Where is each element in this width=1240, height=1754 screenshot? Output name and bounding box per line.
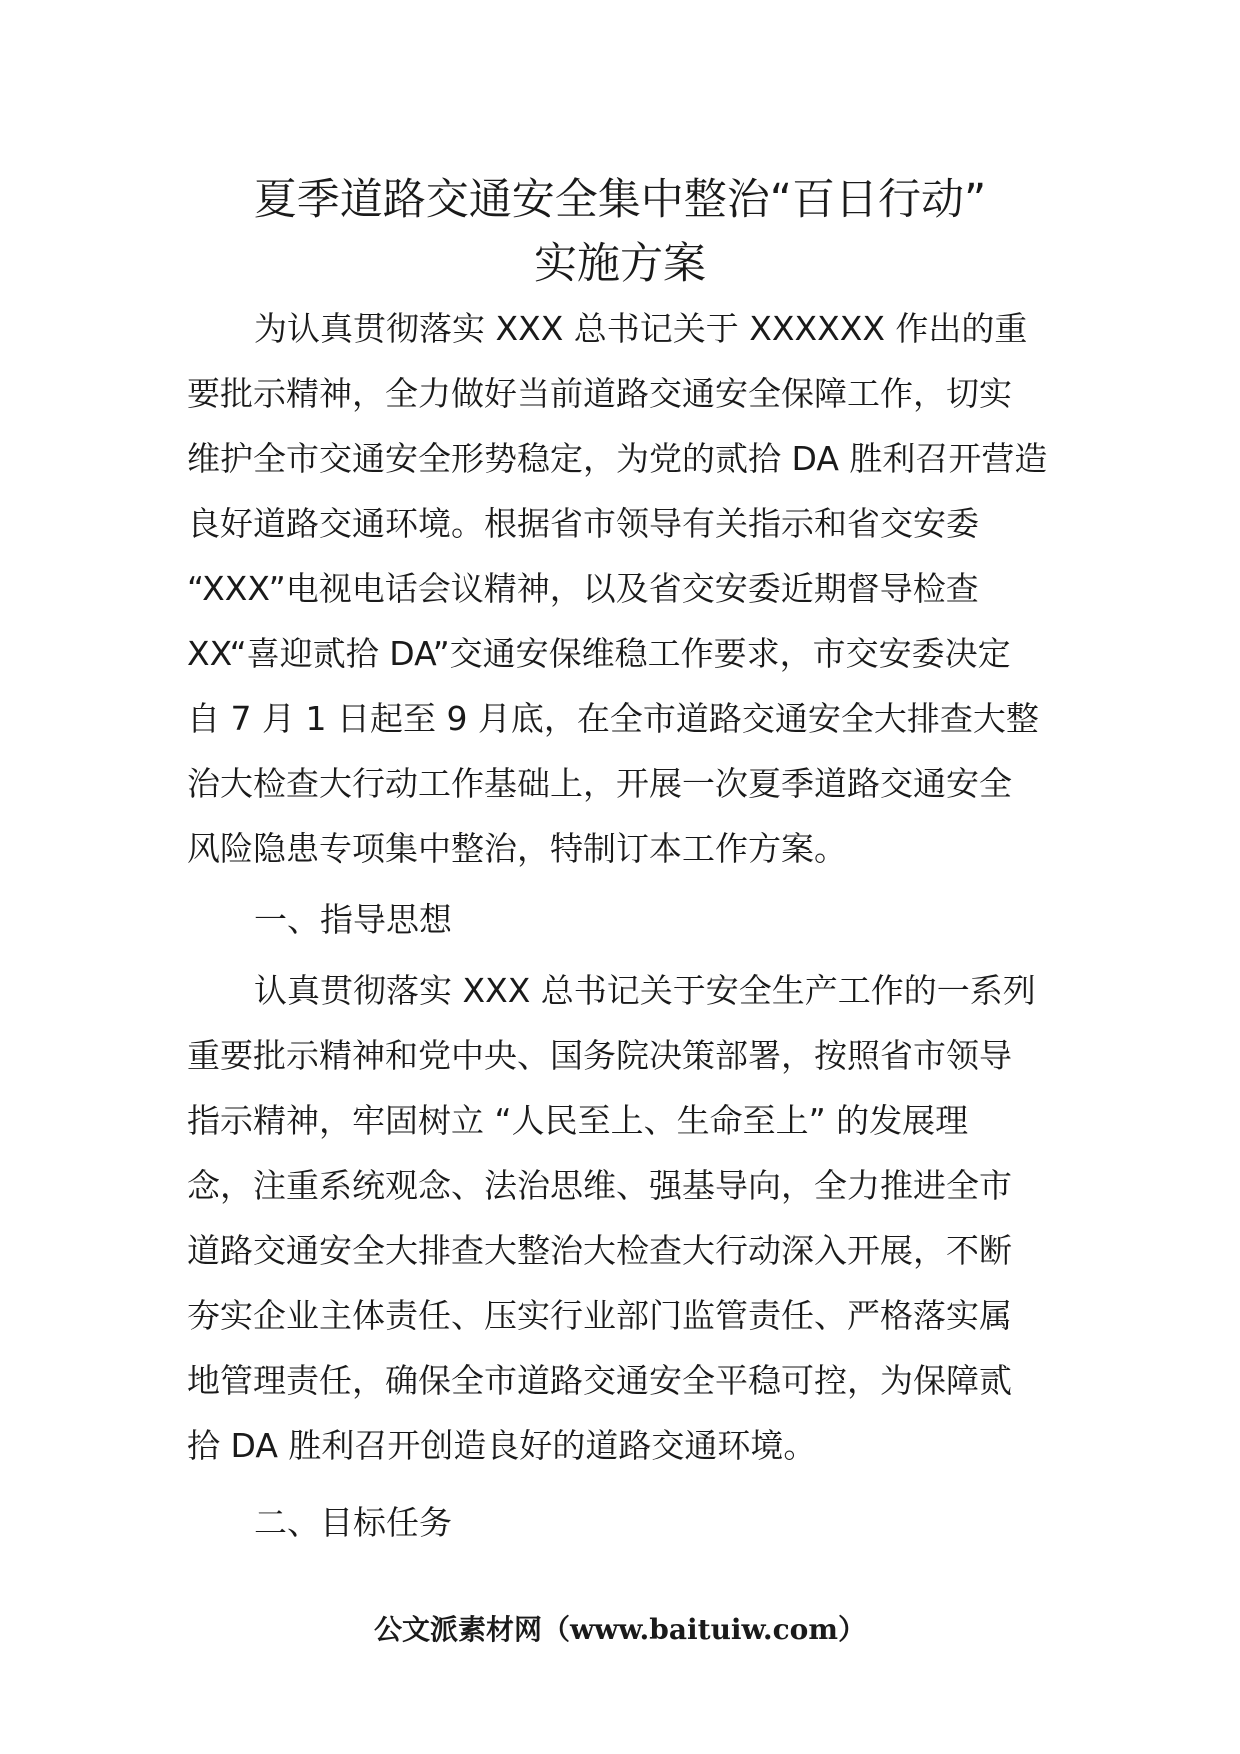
document-body bbox=[187, 296, 1057, 1555]
paragraph-line: 夯实企业主体责任、压实行业部门监管责任、严格落实属 bbox=[187, 1296, 1012, 1335]
footer-watermark-text: 公文派素材网（www.baituiw.com） bbox=[374, 1613, 866, 1646]
paragraph-line: 念，注重系统观念、法治思维、强基导向，全力推进全市 bbox=[187, 1166, 1012, 1205]
paragraph-line: 道路交通安全大排查大整治大检查大行动深入开展，不断 bbox=[187, 1231, 1012, 1270]
paragraph-line: 重要批示精神和党中央、国务院决策部署，按照省市领导 bbox=[187, 1036, 1012, 1075]
intro-paragraph bbox=[187, 296, 1057, 881]
section-heading-goals-tasks: 二、目标任务 bbox=[254, 1503, 452, 1542]
paragraph-line: 指示精神，牢固树立 “人民至上、生命至上” 的发展理 bbox=[187, 1101, 969, 1140]
paragraph-line: 为认真贯彻落实 XXX 总书记关于 XXXXXX 作出的重 bbox=[254, 309, 1028, 348]
paragraph-line: XX“喜迎贰拾 DA”交通安保维稳工作要求，市交安委决定 bbox=[187, 634, 1011, 673]
paragraph-line: 良好道路交通环境。根据省市领导有关指示和省交安委 bbox=[187, 504, 979, 543]
paragraph-line: 认真贯彻落实 XXX 总书记关于安全生产工作的一系列 bbox=[254, 971, 1036, 1010]
document-title-line-2: 实施方案 bbox=[534, 239, 706, 289]
paragraph-line: “XXX”电视电话会议精神，以及省交安委近期督导检查 bbox=[187, 569, 979, 608]
guiding-thought-paragraph bbox=[187, 958, 1057, 1478]
paragraph-line: 拾 DA 胜利召开创造良好的道路交通环境。 bbox=[187, 1426, 817, 1465]
paragraph-line: 治大检查大行动工作基础上，开展一次夏季道路交通安全 bbox=[187, 764, 1012, 803]
document-title-line-1: 夏季道路交通安全集中整治“百日行动” bbox=[253, 175, 987, 225]
paragraph-line: 维护全市交通安全形势稳定，为党的贰拾 DA 胜利召开营造 bbox=[187, 439, 1048, 478]
paragraph-line: 自 7 月 1 日起至 9 月底，在全市道路交通安全大排查大整 bbox=[187, 699, 1039, 738]
paragraph-line: 地管理责任，确保全市道路交通安全平稳可控，为保障贰 bbox=[187, 1361, 1012, 1400]
section-heading-guiding-thought: 一、指导思想 bbox=[254, 900, 452, 939]
paragraph-line: 风险隐患专项集中整治，特制订本工作方案。 bbox=[187, 829, 847, 868]
paragraph-line: 要批示精神，全力做好当前道路交通安全保障工作，切实 bbox=[187, 374, 1012, 413]
